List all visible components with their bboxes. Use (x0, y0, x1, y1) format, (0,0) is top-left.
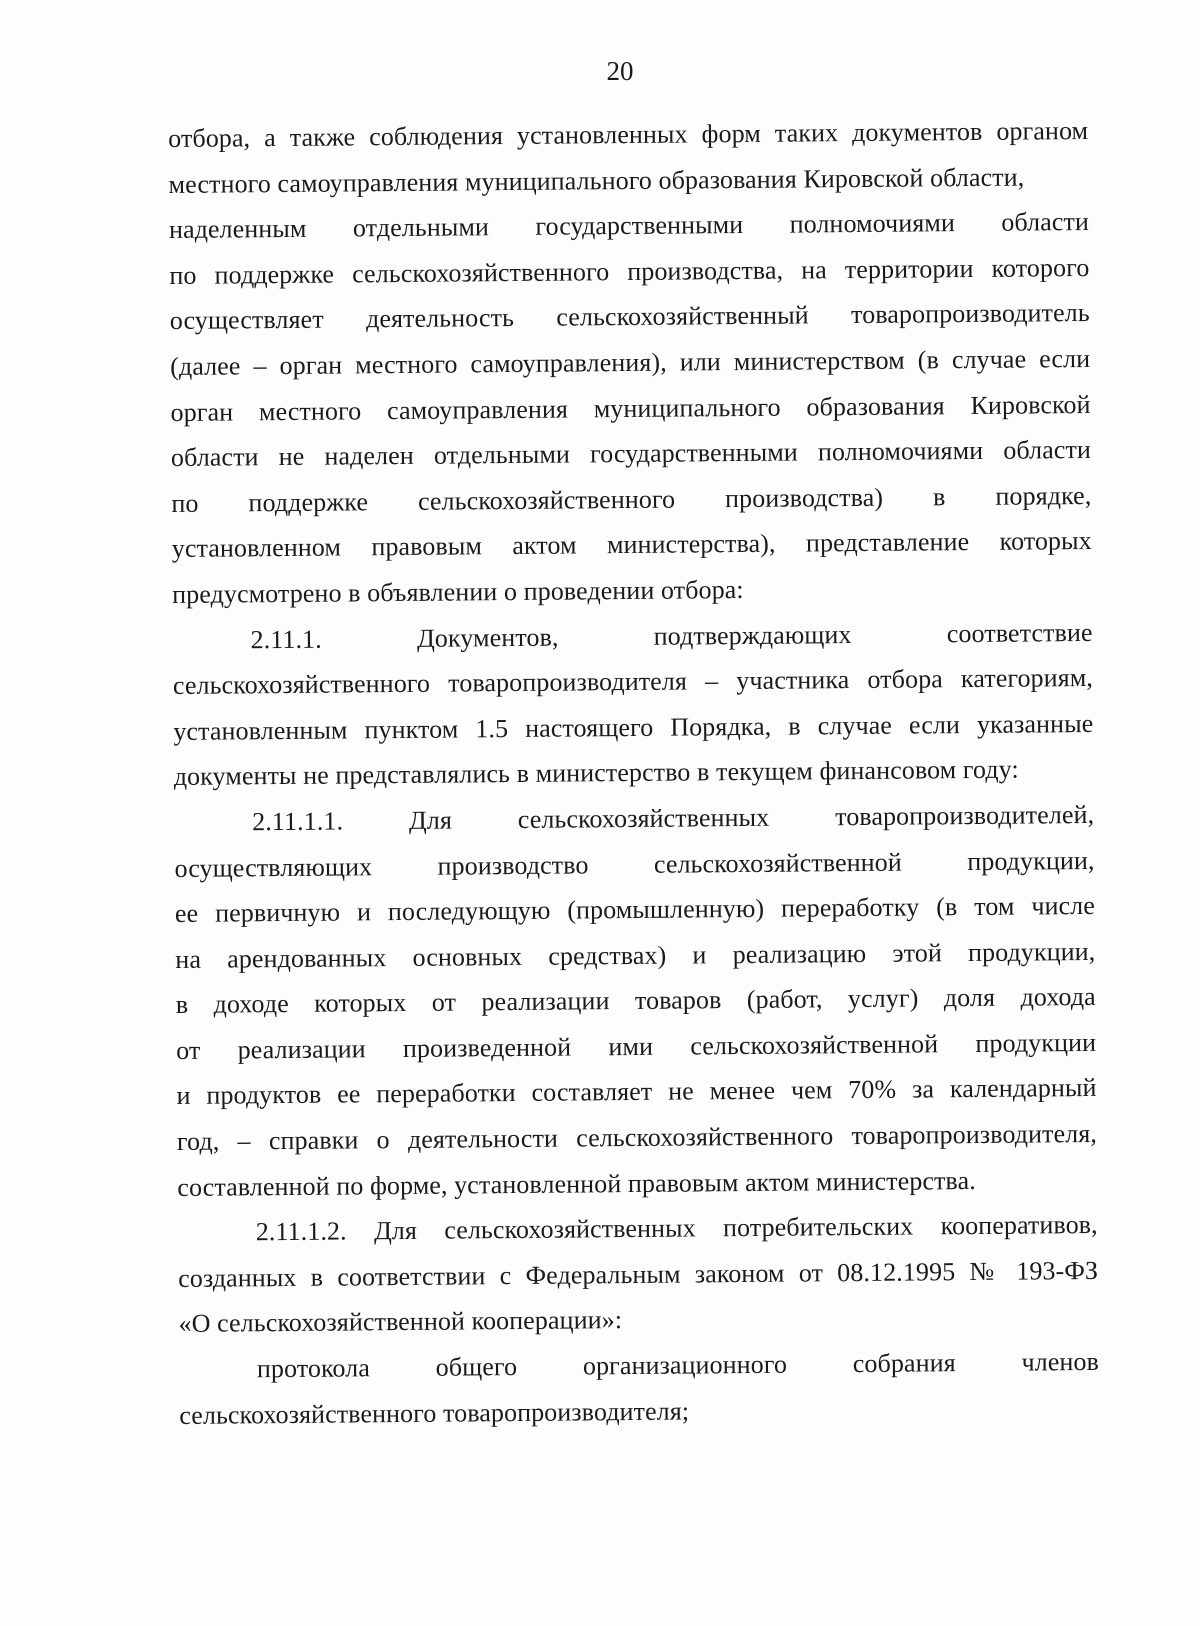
document-body (168, 108, 1100, 1438)
text-line: «О сельскохозяйственной кооперации»: (178, 1305, 623, 1339)
text-line: от реализации произведенной ими сельскохозяйственной продукции (176, 1027, 1097, 1065)
text-line: протокола общего организационного собрания членов (256, 1346, 1100, 1384)
text-line: созданных в соответствии с Федеральным законом от 08.12.1995 № 193-ФЗ (178, 1255, 1099, 1293)
text-line: в доходе которых от реализации товаров (работ, услуг) доля дохода (175, 982, 1096, 1020)
text-line: (далее – орган местного самоуправления), или министерством (в случае если (170, 343, 1091, 381)
text-line: составленной по форме, установленной правовым актом министерства. (177, 1165, 976, 1202)
text-line: и продуктов ее переработки составляет не менее чем 70% за календарный (176, 1073, 1097, 1111)
text-line: 2.11.1. Документов, подтверждающих соответствие (250, 617, 1093, 654)
text-line: орган местного самоуправления муниципального образования Кировской (170, 389, 1091, 427)
text-line: осуществляет деятельность сельскохозяйственный товаропроизводитель (169, 298, 1090, 336)
text-line: сельскохозяйственного товаропроизводителя; (179, 1396, 690, 1430)
text-line: области не наделен отдельными государственными полномочиями области (170, 435, 1092, 473)
text-line: местного самоуправления муниципального образования Кировской области, (168, 162, 1025, 199)
text-line: по поддержке сельскохозяйственного производства, на территории которого (169, 252, 1090, 290)
text-line: сельскохозяйственного товаропроизводителя – участника отбора категориям, (172, 663, 1094, 701)
text-line: установленным пунктом 1.5 настоящего Порядка, в случае если указанные (173, 708, 1094, 746)
text-line: 2.11.1.1. Для сельскохозяйственных товаропроизводителей, (252, 799, 1095, 837)
text-line: 2.11.1.2. Для сельскохозяйственных потребительских кооперативов, (255, 1210, 1098, 1247)
text-line: наделенным отдельными государственными полномочиями области (168, 207, 1090, 245)
text-line: предусмотрено в объявлении о проведении отбора: (172, 574, 744, 609)
text-line: год, – справки о деятельности сельскохозяйственного товаропроизводителя, (176, 1118, 1098, 1157)
text-line: установленном правовым актом министерства), представление которых (171, 526, 1092, 564)
text-line: по поддержке сельскохозяйственного производства) в порядке, (171, 480, 1092, 518)
text-line: ее первичную и последующую (промышленную) переработку (в том числе (174, 891, 1096, 929)
page-number: 20 (606, 56, 634, 86)
text-line: отбора, а также соблюдения установленных форм таких документов органом (168, 115, 1089, 153)
text-line: осуществляющих производство сельскохозяйственной продукции, (174, 845, 1095, 883)
text-line: на арендованных основных средствах) и реализацию этой продукции, (175, 936, 1096, 974)
text-line: документы не представлялись в министерство в текущем финансовом году: (173, 754, 1019, 792)
